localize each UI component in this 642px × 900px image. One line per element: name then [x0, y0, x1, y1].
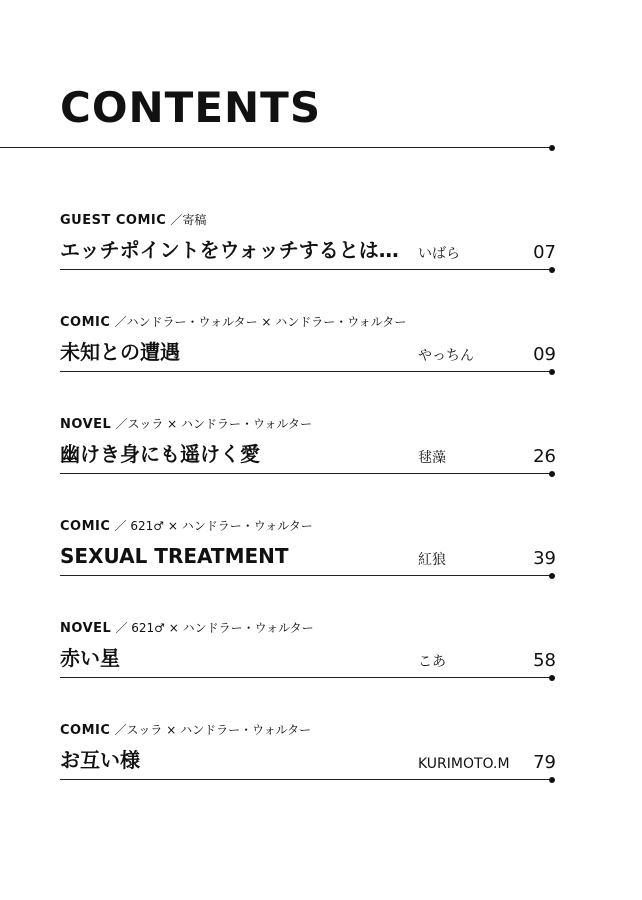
entry-category [60, 415, 312, 434]
entry-author: いばら [418, 246, 460, 262]
toc-entry[interactable] [0, 517, 642, 597]
entry-category [60, 517, 313, 536]
page-title: CONTENTS [60, 83, 322, 132]
entry-type: NOVEL [60, 621, 112, 636]
entry-page-number: 09 [533, 344, 556, 365]
entry-pairing: ／スッラ × ハンドラー・ウォルター [115, 417, 313, 431]
entry-category [60, 211, 206, 230]
entry-type: COMIC [60, 315, 111, 330]
toc-entry[interactable] [0, 721, 642, 801]
entry-divider [60, 677, 552, 678]
divider-end-dot [549, 267, 555, 273]
entry-page-number: 26 [533, 446, 556, 467]
divider-end-dot [549, 145, 555, 151]
divider-end-dot [549, 573, 555, 579]
divider-end-dot [549, 675, 555, 681]
toc-entry[interactable] [0, 211, 642, 291]
divider-end-dot [549, 777, 555, 783]
entry-type: GUEST COMIC [60, 213, 167, 228]
entry-title: 幽けき身にも遥けく愛 [60, 442, 260, 466]
entry-page-number: 79 [533, 752, 556, 773]
entry-pairing: ／スッラ × ハンドラー・ウォルター [114, 723, 312, 737]
entry-title: SEXUAL TREATMENT [60, 544, 289, 568]
entry-type: COMIC [60, 519, 111, 534]
entry-divider [60, 473, 552, 474]
entry-divider [60, 779, 552, 780]
entry-page-number: 07 [533, 242, 556, 263]
entry-divider [60, 371, 552, 372]
entry-pairing: ／寄稿 [170, 213, 207, 227]
entry-title: エッチポイントをウォッチするとは… [60, 238, 399, 262]
entry-title: 未知との遭遇 [60, 340, 180, 364]
entry-pairing: ／ 621♂ × ハンドラー・ウォルター [114, 519, 313, 533]
entry-divider [60, 269, 552, 270]
entry-author: こあ [418, 654, 446, 670]
entry-pairing: ／ハンドラー・ウォルター × ハンドラー・ウォルター [114, 315, 407, 329]
entry-title: お互い様 [60, 748, 140, 772]
toc-entry[interactable] [0, 619, 642, 699]
entry-author: やっちん [418, 348, 474, 364]
entry-page-number: 39 [533, 548, 556, 569]
divider-end-dot [549, 471, 555, 477]
entry-category [60, 313, 406, 332]
entry-author: 毬藻 [418, 450, 446, 466]
entry-category [60, 721, 311, 740]
entry-author: 紅狼 [418, 552, 446, 568]
entry-author: KURIMOTO.M [418, 756, 510, 772]
entry-title: 赤い星 [60, 646, 120, 670]
divider-end-dot [549, 369, 555, 375]
entry-page-number: 58 [533, 650, 556, 671]
entry-divider [60, 575, 552, 576]
entry-type: NOVEL [60, 417, 112, 432]
toc-entry[interactable] [0, 415, 642, 495]
entry-category [60, 619, 314, 638]
title-divider [0, 147, 552, 148]
toc-entry[interactable] [0, 313, 642, 393]
entry-type: COMIC [60, 723, 111, 738]
entry-pairing: ／ 621♂ × ハンドラー・ウォルター [115, 621, 314, 635]
